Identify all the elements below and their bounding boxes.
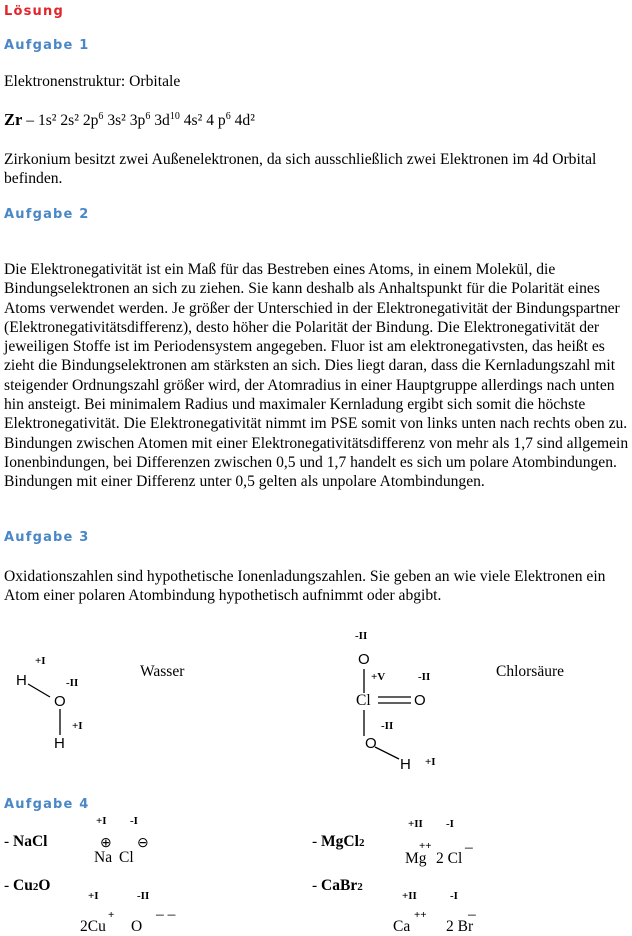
nacl-name: NaCl [13,833,48,850]
water-atom-o: O [54,693,66,710]
cu2o-name2: O [38,877,51,894]
mgcl-ox-mg: +II [408,818,423,830]
nacl-ox-na: +I [96,815,107,827]
cabr-ox-br: -I [450,890,458,902]
water-atom-h1: H [16,672,27,689]
cu2o-ion-cu: 2Cu [80,918,106,935]
nacl-ion-na: Na [94,849,113,866]
bond-h-o-water [28,684,50,697]
cu2o-formula [4,877,50,895]
a1-text: Zirkonium besitzt zwei Außenelektronen, da sich ausschließlich zwei Elektronen im 4d Orbital befinden. [4,151,597,188]
a1-config-part: 3d [150,112,170,129]
mgcl-sub: 2 [358,837,365,849]
acid-atom-o-right: O [414,692,426,709]
acid-atom-cl: Cl [356,692,371,709]
nacl-ox-cl: -I [130,815,138,827]
cu2o-ion-o: O [131,918,143,935]
cu2o-name: Cu [13,877,33,894]
heading-loesung: Lösung [4,4,64,19]
nacl-minus-charge: ⊖ [137,834,149,850]
a2-text: Die Elektronegativität ist ein Maß für das Bestreben eines Atoms, in einem Molekül, die Bindungselektronen an sich zu ziehen. Sie kann deshalb als Anhaltspunkt für die Polarität eines Atoms verwendet werden. Je größer der Unterschied in der Elektronegativität der Bindungspartner (Elektronegativitätsdifferenz), desto höher die Polarität der Bindung. Die Elektronegativität der jeweiligen Stoffe ist im Periodensystem angegeben. Fluor ist am elektronegativsten, das heißt es zieht die Bindungselektronen am stärksten an sich. Dies liegt daran, dass die Kernladungszahl mit steigender Ordnungszahl größer wird, der Atomradius in einer Hauptgruppe allerdings nach unten hin ansteigt. Bei minimalem Radius und maximaler Kernladung ergibt sich somit die höchste Elektronegativität. Die Elektronegativität nimmt im PSE somit von links unten nach rechts oben zu. Bindungen zwischen Atomen mit einer Elektronegativitätsdifferenz von mehr als 1,7 sind allgemein Ionenbindungen, bei Differenzen zwischen 0,5 und 1,7 handelt es sich um polare Atombindungen. Bindungen mit einer Differenz unter 0,5 gelten als unpolare Atombindungen. [4,261,629,491]
water-ox-h1: +I [35,655,46,667]
a1-config-symbol: Zr [4,110,23,129]
heading-aufgabe-4: Aufgabe 4 [4,797,90,812]
cabr-ion-br: 2 Br [446,918,474,935]
cabr-formula [312,877,363,895]
cabr-charge-br: – [468,906,476,923]
mgcl-ion-cl: 2 Cl [436,850,463,867]
mgcl-ox-cl: -I [446,818,454,830]
water-label: Wasser [140,663,185,680]
mgcl-dash: - [312,833,322,850]
water-ox-h2: +I [72,720,83,732]
heading-aufgabe-1: Aufgabe 1 [4,38,90,53]
mgcl-charge-cl: – [465,839,473,856]
acid-ox-h: +I [425,756,436,768]
a1-config-part: 4d² [230,112,255,129]
nacl-formula [4,833,48,851]
water-atom-h2: H [54,735,65,752]
cu2o-ox-o: -II [137,890,150,902]
cu2o-dash: - [4,877,14,894]
acid-atom-o-bottom: O [365,735,377,752]
water-ox-o: -II [66,677,79,689]
heading-aufgabe-3: Aufgabe 3 [4,530,90,545]
nacl-dash: - [4,833,14,850]
acid-atom-h: H [400,756,411,773]
acid-ox-o-right: -II [418,671,431,683]
cu2o-charge-o: – – [156,906,176,923]
cabr-name: CaBr [321,877,358,894]
cabr-charge-ca: ++ [414,909,427,921]
mgcl-charge-mg: ++ [419,840,432,852]
a1-config-part: – 1s² 2s² 2p [22,112,99,129]
nacl-ion-cl: Cl [119,849,134,866]
a1-config-sup: 6 [225,111,231,122]
cabr-sub: 2 [357,881,363,893]
acid-ox-cl: +V [371,671,386,683]
cabr-dash: - [312,877,322,894]
a3-text: Oxidationszahlen sind hypothetische Ionenladungszahlen. Sie geben an wie viele Elektronen ein Atom einer polaren Atombindung hypothetisch aufnimmt oder abgibt. [4,568,606,605]
acid-atom-o-top: O [358,651,370,668]
a1-config-sup: 6 [98,111,104,122]
cabr-ox-ca: +II [402,890,417,902]
cabr-ion-ca: Ca [393,918,411,935]
mgcl-name: MgCl [321,833,359,850]
a1-config-sup: 6 [145,111,151,122]
mgcl-ion-mg: Mg [405,850,427,867]
cu2o-sub: 2 [32,881,39,893]
nacl-plus-charge: ⊕ [100,834,112,850]
a1-config-sup: 10 [169,111,180,122]
a1-config-part: 4s² 4 p [179,112,226,129]
a1-config-part: 3s² 3p [103,112,146,129]
acid-label: Chlorsäure [496,663,565,680]
heading-aufgabe-2: Aufgabe 2 [4,207,90,222]
cu2o-charge-cu: + [108,909,115,921]
cu2o-ox-cu: +I [88,890,99,902]
bond-o-h-acid [375,747,399,759]
a1-intro: Elektronenstruktur: Orbitale [4,73,181,90]
acid-ox-o-bottom: -II [381,720,394,732]
mgcl-formula [312,833,364,851]
acid-ox-o-top: -II [355,630,368,642]
